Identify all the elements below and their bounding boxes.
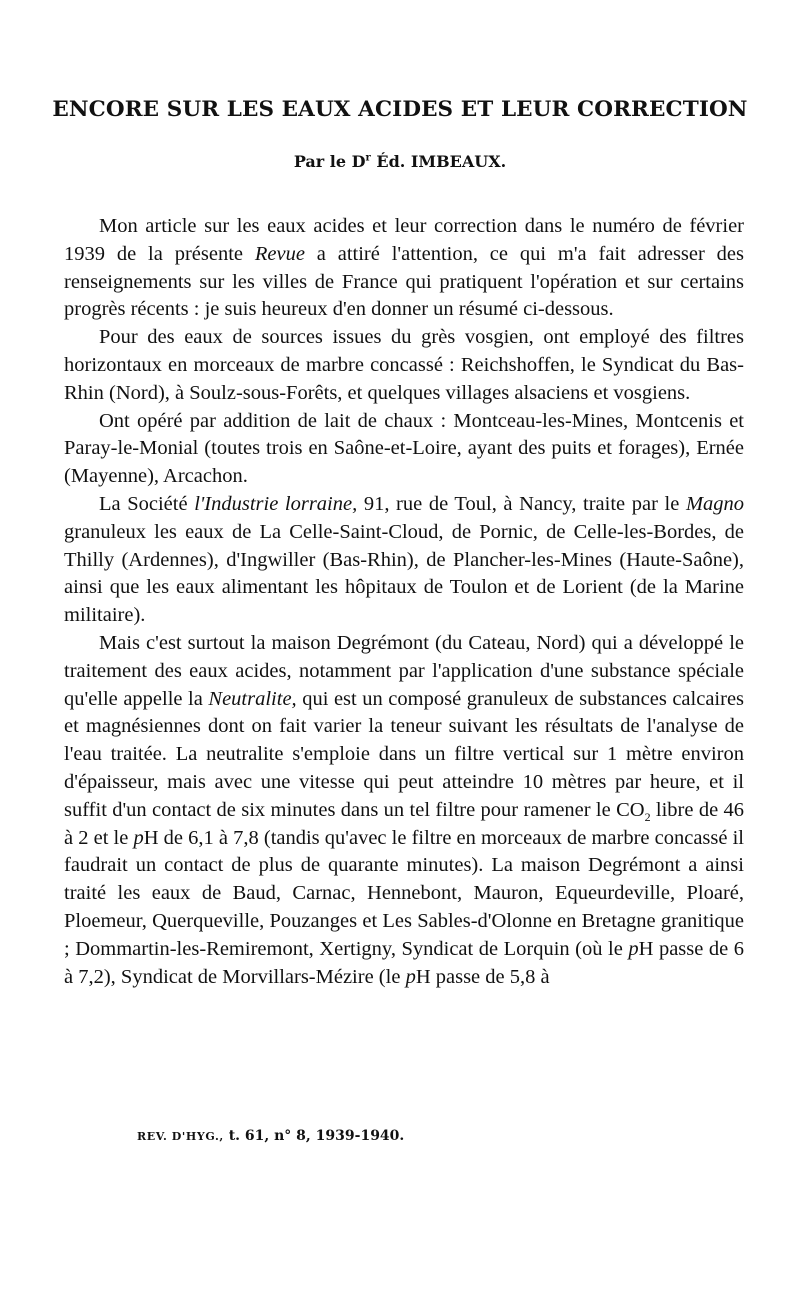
footer-journal: REV. D'HYG., bbox=[137, 1130, 224, 1143]
byline-title-sup: r bbox=[365, 152, 371, 164]
co2-subscript: 2 bbox=[644, 809, 651, 824]
p2-text: Pour des eaux de sources issues du grès vosgien, ont employé des filtres horizontaux en morceaux de marbre concassé : Reichshoffen, le Syndicat du Bas-Rhin (Nord), à Soulz-sous-Forêts, et quelques villages alsaciens et vosgiens. bbox=[64, 326, 744, 404]
byline-title bbox=[352, 152, 371, 171]
footer-citation: t. 61, n° 8, 1939-1940. bbox=[228, 1128, 405, 1144]
p1-text-c: a attiré l'attention, ce qui m'a fait adresser des renseignements sur les villes de France qui pratiquent l'opération et sur certains progrès récents : je suis heureux d'en donner un résumé ci-dessous. bbox=[64, 242, 744, 321]
p4-company-name: l'Industrie lorraine, bbox=[194, 492, 358, 515]
byline-initials: Éd. bbox=[376, 152, 406, 171]
byline-prefix: Par le bbox=[293, 152, 347, 171]
p5-product-name: Neutralite, bbox=[208, 687, 297, 710]
p1-journal-name: Revue bbox=[254, 242, 305, 265]
ph-italic-p: p bbox=[405, 965, 416, 988]
paragraph-2 bbox=[64, 324, 744, 407]
article-body bbox=[64, 213, 744, 991]
p1-text-a: Mon article sur les eaux acides et leur correction dans le numéro de février 1939 de la présente bbox=[64, 215, 744, 265]
byline bbox=[0, 152, 800, 171]
paragraph-3 bbox=[64, 408, 744, 491]
ph-italic-p: p bbox=[628, 937, 639, 960]
paragraph-5 bbox=[64, 630, 744, 991]
page-footer bbox=[137, 1128, 404, 1144]
p5-text-g: H de 6,1 à 7,8 (tandis qu'avec le filtre en morceaux de marbre concassé il faudrait un contact de plus de quarante minutes). La maison Degrémont a ainsi traité les eaux de Baud, Carnac, Hennebont, Mauron, Equeurdeville, Ploaré, Ploemeur, Querqueville, Pouzanges et Les Sables-d'Olonne en Bretagne granitique ; Dommartin-les-Remiremont, Xertigny, Syndicat de Lorquin (où le bbox=[64, 826, 744, 960]
byline-title-base: D bbox=[351, 152, 366, 171]
article-title: ENCORE SUR LES EAUX ACIDES ET LEUR CORRECTION bbox=[52, 97, 748, 122]
p5-text-a: Mais c'est surtout la maison Degrémont (du Cateau, Nord) qui a développé le traitement des eaux acides, notamment par l'application d'une substance spéciale qu'elle appelle la bbox=[64, 631, 744, 710]
p5-text-c: qui est un composé granuleux de substances calcaires et magnésiennes dont on fait varier la teneur suivant les résultats de l'analyse de l'eau traitée. La neutralite s'emploie dans un filtre vertical sur 1 mètre environ d'épaisseur, mais avec une vitesse qui peut atteindre 10 mètres par heure, et il suffit d'un contact de six minutes dans un tel filtre pour ramener le CO bbox=[64, 687, 745, 821]
p5-text-k: H passe de 5,8 à bbox=[415, 965, 550, 988]
paragraph-4 bbox=[64, 491, 744, 630]
byline-author: IMBEAUX. bbox=[410, 152, 507, 171]
ph-italic-p: p bbox=[133, 826, 144, 849]
p3-text: Ont opéré par addition de lait de chaux : Montceau-les-Mines, Montcenis et Paray-le-Monial (toutes trois en Saône-et-Loire, ayant des puits et forages), Ernée (Mayenne), Arcachon. bbox=[64, 409, 744, 488]
paragraph-1 bbox=[64, 213, 744, 324]
p5-text-i: H passe de 6 à 7,2), Syndicat de Morvillars-Mézire (le bbox=[64, 937, 744, 988]
p4-text-a: La Société bbox=[99, 492, 188, 515]
p4-product-name: Magno bbox=[685, 492, 745, 515]
p4-text-c: 91, rue de Toul, à Nancy, traite par le bbox=[363, 492, 680, 515]
p5-text-e: libre de 46 à 2 et le bbox=[64, 798, 745, 849]
p4-text-e: granuleux les eaux de La Celle-Saint-Cloud, de Pornic, de Celle-les-Bordes, de Thilly (Ardennes), d'Ingwiller (Bas-Rhin), de Plancher-les-Mines (Haute-Saône), ainsi que les eaux alimentant les hôpitaux de Toulon et de Lorient (de la Marine militaire). bbox=[64, 520, 744, 627]
